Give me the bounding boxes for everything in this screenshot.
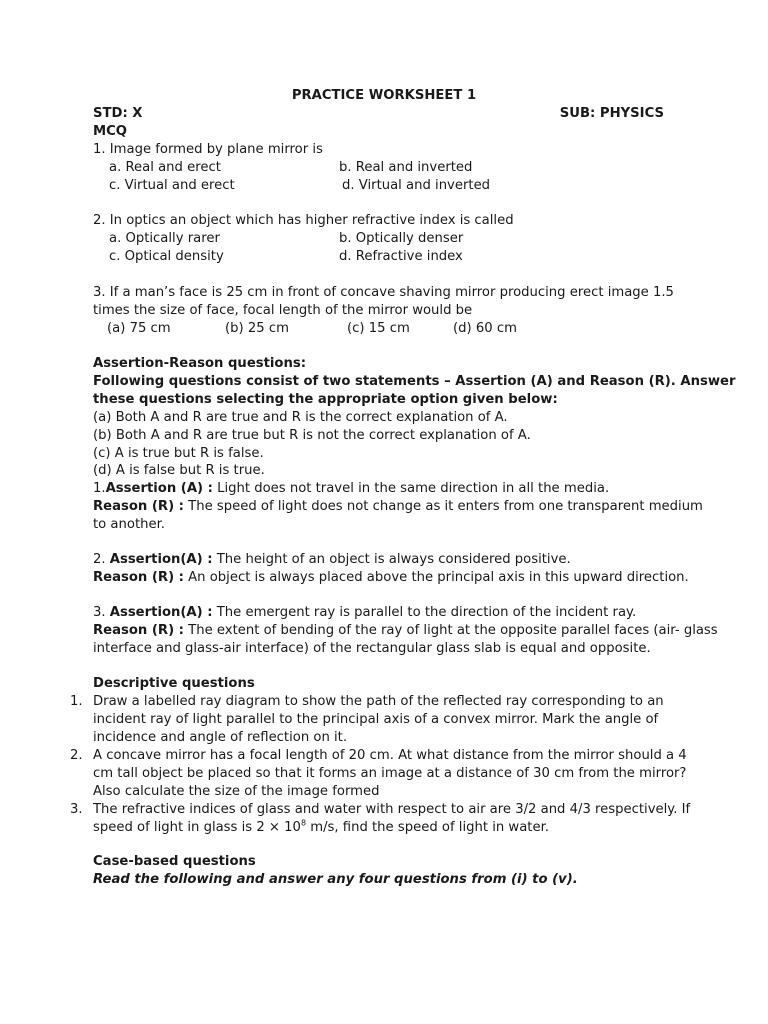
ar-q2-assertion-text: The height of an object is always considered positive.: [212, 552, 571, 567]
assertion-reason-option-b: (b) Both A and R are true but R is not the correct explanation of A.: [93, 428, 531, 443]
ar-q2-reason-label: Reason (R) :: [93, 570, 184, 585]
descriptive-q3-text-post: m/s, find the speed of light in water.: [306, 820, 549, 835]
mcq-q3-option-b: (b) 25 cm: [225, 321, 289, 336]
ar-q1-reason: [93, 498, 703, 516]
ar-q1-reason-text: The speed of light does not change as it enters from one transparent medium: [183, 499, 703, 514]
mcq-q3-option-c: (c) 15 cm: [347, 321, 410, 336]
ar-q1-assertion: [93, 480, 609, 498]
ar-q3-number: 3.: [93, 605, 110, 620]
mcq-heading: MCQ: [93, 124, 128, 139]
descriptive-q2-line: Also calculate the size of the image formed: [93, 784, 380, 799]
mcq-q2-text: 2. In optics an object which has higher refractive index is called: [93, 213, 514, 228]
descriptive-heading: Descriptive questions: [93, 676, 255, 691]
assertion-reason-instruction-1: Following questions consist of two statements – Assertion (A) and Reason (R). Answer: [93, 374, 736, 389]
ar-q1-assertion-text: Light does not travel in the same direction in all the media.: [212, 481, 610, 496]
descriptive-q1-number: 1.: [70, 694, 83, 709]
ar-q3-assertion: [93, 604, 636, 622]
assertion-reason-instruction-2: these questions selecting the appropriate option given below:: [93, 392, 558, 407]
ar-q1-reason-cont: to another.: [93, 517, 165, 532]
ar-q2-assertion-label: Assertion(A) :: [109, 552, 213, 567]
exponent: 8: [300, 818, 307, 828]
descriptive-q3-number: 3.: [70, 802, 83, 817]
assertion-reason-option-c: (c) A is true but R is false.: [93, 446, 264, 461]
descriptive-q3-text-pre: speed of light in glass is 2 × 10: [93, 820, 301, 835]
descriptive-q2-line: A concave mirror has a focal length of 20 cm. At what distance from the mirror should a 4: [93, 748, 687, 763]
ar-q2-reason-text: An object is always placed above the principal axis in this upward direction.: [183, 570, 689, 585]
ar-q3-reason: [93, 622, 718, 640]
std-label: STD: X: [93, 106, 143, 121]
descriptive-q1-line: Draw a labelled ray diagram to show the path of the reflected ray corresponding to an: [93, 694, 664, 709]
subject-label: SUB: PHYSICS: [559, 106, 664, 121]
ar-q3-reason-cont: interface and glass-air interface) of the rectangular glass slab is equal and opposite.: [93, 641, 651, 656]
mcq-q3-line2: times the size of face, focal length of the mirror would be: [93, 303, 473, 318]
case-based-instruction: Read the following and answer any four questions from (i) to (v).: [93, 872, 578, 887]
ar-q1-assertion-label: Assertion (A) :: [105, 481, 213, 496]
ar-q2-reason: [93, 569, 689, 587]
mcq-q2-option-c: c. Optical density: [109, 249, 224, 264]
ar-q1-reason-label: Reason (R) :: [93, 499, 184, 514]
ar-q3-assertion-label: Assertion(A) :: [109, 605, 213, 620]
assertion-reason-heading: Assertion-Reason questions:: [93, 356, 307, 371]
mcq-q1-option-a: a. Real and erect: [109, 160, 221, 175]
ar-q3-reason-label: Reason (R) :: [93, 623, 184, 638]
case-based-heading: Case-based questions: [93, 854, 256, 869]
worksheet-title: PRACTICE WORKSHEET 1: [291, 88, 477, 103]
mcq-q2-option-d: d. Refractive index: [339, 249, 463, 264]
mcq-q2-option-a: a. Optically rarer: [109, 231, 220, 246]
descriptive-q2-number: 2.: [70, 748, 83, 763]
descriptive-q3-last-line: [93, 819, 549, 837]
assertion-reason-option-d: (d) A is false but R is true.: [93, 463, 265, 478]
ar-q3-reason-text: The extent of bending of the ray of light at the opposite parallel faces (air- glass: [183, 623, 718, 638]
mcq-q3-option-a: (a) 75 cm: [107, 321, 171, 336]
descriptive-q3-line: The refractive indices of glass and water with respect to air are 3/2 and 4/3 respectively. If: [93, 802, 691, 817]
mcq-q1-option-c: c. Virtual and erect: [109, 178, 235, 193]
ar-q3-assertion-text: The emergent ray is parallel to the direction of the incident ray.: [212, 605, 637, 620]
mcq-q3-option-d: (d) 60 cm: [453, 321, 517, 336]
mcq-q1-option-d: d. Virtual and inverted: [342, 178, 491, 193]
ar-q1-number: 1.: [93, 481, 106, 496]
mcq-q3-line1: 3. If a man’s face is 25 cm in front of concave shaving mirror producing erect image 1.5: [93, 285, 674, 300]
mcq-q1-option-b: b. Real and inverted: [339, 160, 473, 175]
ar-q2-number: 2.: [93, 552, 110, 567]
descriptive-q2-line: cm tall object be placed so that it forms an image at a distance of 30 cm from the mirror?: [93, 766, 687, 781]
mcq-q2-option-b: b. Optically denser: [339, 231, 464, 246]
ar-q2-assertion: [93, 551, 571, 569]
mcq-q1-text: 1. Image formed by plane mirror is: [93, 142, 323, 157]
descriptive-q1-line: incidence and angle of reflection on it.: [93, 730, 348, 745]
assertion-reason-option-a: (a) Both A and R are true and R is the correct explanation of A.: [93, 410, 508, 425]
descriptive-q1-line: incident ray of light parallel to the principal axis of a convex mirror. Mark the angle of: [93, 712, 659, 727]
